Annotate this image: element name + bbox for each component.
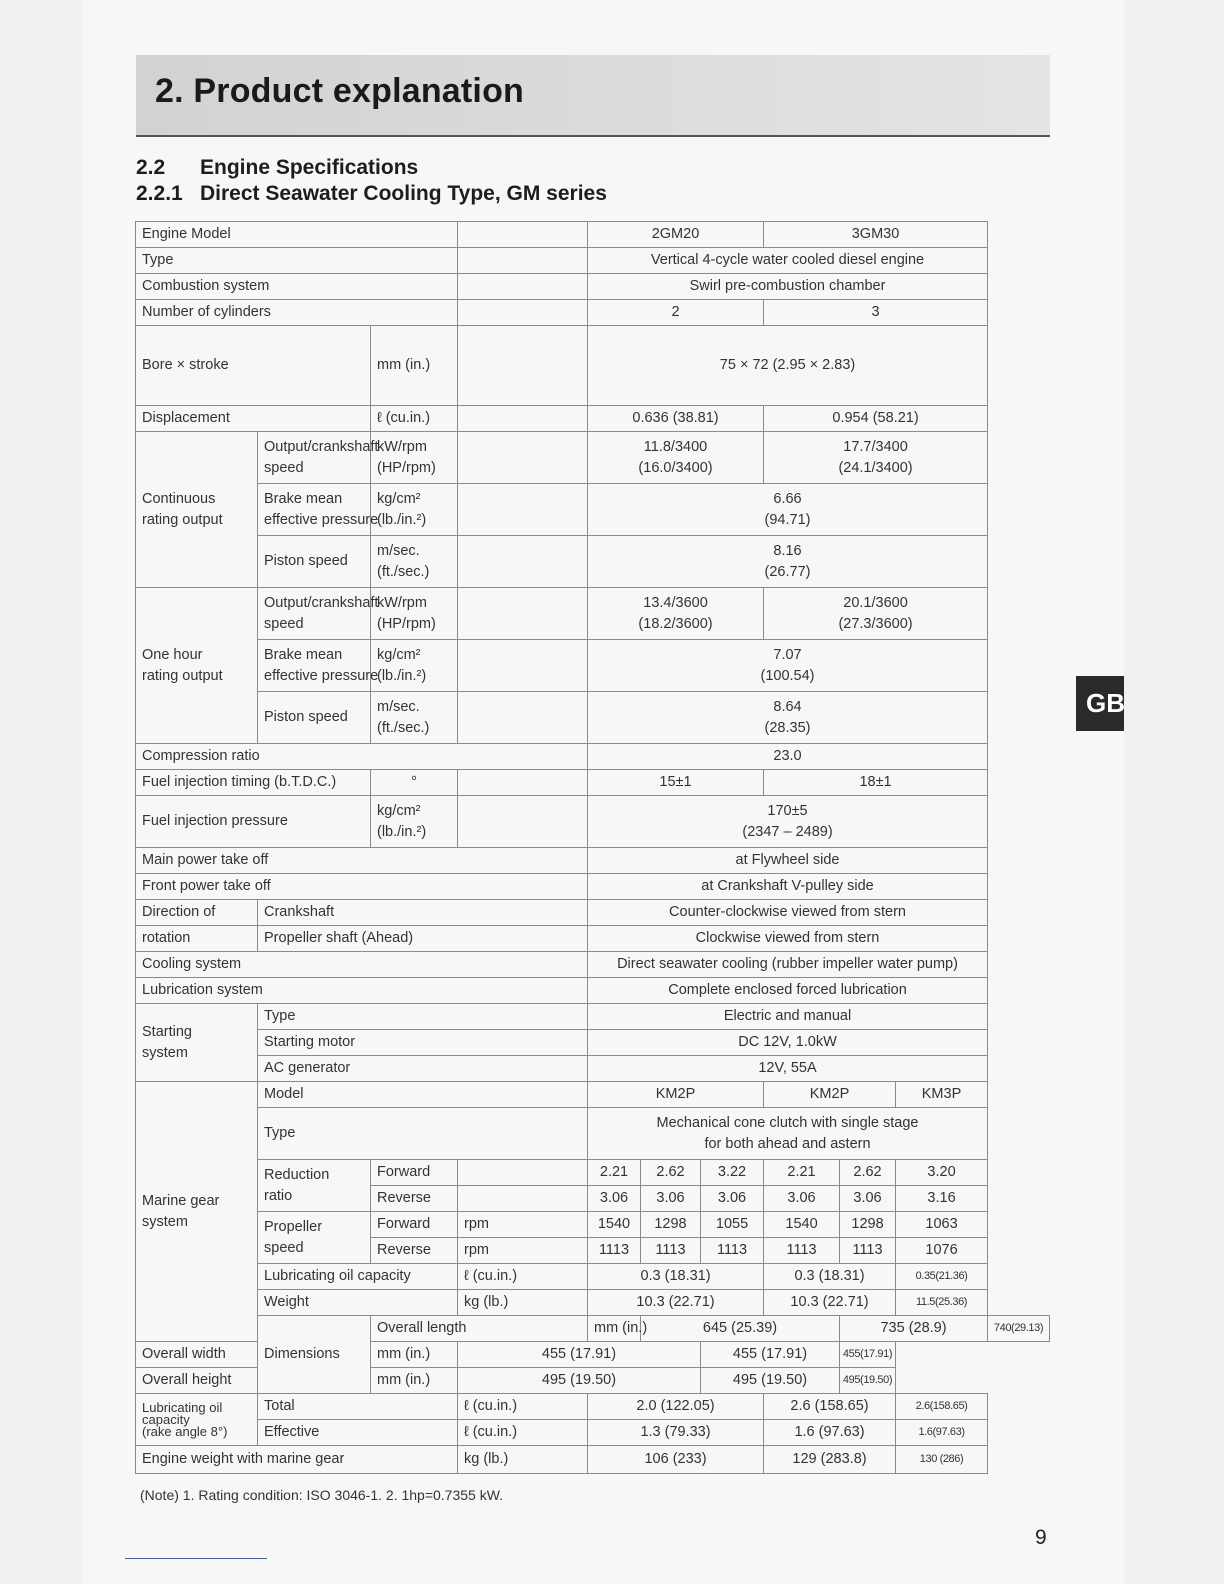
- reduction-reverse-value: 3.06: [641, 1186, 701, 1212]
- hour-piston-value: 8.64 (28.35): [588, 692, 988, 744]
- language-tab: GB: [1076, 676, 1124, 731]
- value-lubrication: Complete enclosed forced lubrication: [588, 978, 988, 1004]
- row-engine-weight: [136, 1446, 1050, 1474]
- unit-hour-piston: m/sec. (ft./sec.): [371, 692, 458, 744]
- label-main-pto: Main power take off: [136, 848, 588, 874]
- unit-displacement: ℓ (cu.in.): [371, 406, 458, 432]
- label-gear-weight: Weight: [258, 1290, 458, 1316]
- row-lubrication: [136, 978, 1050, 1004]
- engine-weight-b: 129 (283.8): [764, 1446, 896, 1474]
- label-dim-width: Overall width: [136, 1342, 371, 1368]
- dim-length-c: 740(29.13): [988, 1316, 1050, 1342]
- unit-dim-height: mm (in.): [371, 1368, 458, 1394]
- cont-bmep-value: 6.66 (94.71): [588, 484, 988, 536]
- unit-hour-output: kW/rpm (HP/rpm): [371, 588, 458, 640]
- label-cont-piston: Piston speed: [258, 536, 371, 588]
- row-start-motor: [136, 1030, 1050, 1056]
- label-cont-bmep: Brake mean effective pressure: [258, 484, 371, 536]
- label-gear-oil: Lubricating oil capacity: [258, 1264, 458, 1290]
- label-rotation-prop: Propeller shaft (Ahead): [258, 926, 588, 952]
- row-gear-oil: [136, 1264, 1050, 1290]
- chapter-title: 2. Product explanation: [155, 72, 525, 110]
- model-3gm30: 3GM30: [764, 222, 988, 248]
- label-prop-forward: Forward: [371, 1212, 458, 1238]
- label-type: Type: [136, 248, 458, 274]
- unit-gear-oil: ℓ (cu.in.): [458, 1264, 588, 1290]
- dim-width-a: 455 (17.91): [458, 1342, 701, 1368]
- unit-dim-length: mm (in.): [588, 1316, 641, 1342]
- subsection-heading: [136, 182, 607, 206]
- dim-height-c: 495(19.50): [840, 1368, 896, 1394]
- hour-output-a: 13.4/3600 (18.2/3600): [588, 588, 764, 640]
- cont-output-a: 11.8/3400 (16.0/3400): [588, 432, 764, 484]
- prop-forward-value: 1055: [701, 1212, 764, 1238]
- gear-weight-b: 10.3 (22.71): [764, 1290, 896, 1316]
- label-start-type: Type: [258, 1004, 588, 1030]
- unit-hour-bmep: kg/cm² (lb./in.²): [371, 640, 458, 692]
- footnote: (Note) 1. Rating condition: ISO 3046-1. 2. 1hp=0.7355 kW.: [140, 1487, 504, 1503]
- label-start-motor: Starting motor: [258, 1030, 588, 1056]
- subsection-title: Direct Seawater Cooling Type, GM series: [200, 182, 607, 205]
- unit-lube-effective: ℓ (cu.in.): [458, 1420, 588, 1446]
- row-lube-total: [136, 1394, 1050, 1420]
- value-start-motor: DC 12V, 1.0kW: [588, 1030, 988, 1056]
- row-displacement: [136, 406, 1050, 432]
- dim-length-b: 735 (28.9): [840, 1316, 988, 1342]
- row-main-pto: [136, 848, 1050, 874]
- row-cont-piston: [136, 536, 1050, 588]
- unit-engine-weight: kg (lb.): [458, 1446, 588, 1474]
- reduction-forward-value: 2.62: [840, 1160, 896, 1186]
- value-injection-pressure: 170±5 (2347 – 2489): [588, 796, 988, 848]
- label-cylinders: Number of cylinders: [136, 300, 458, 326]
- reduction-forward-value: 2.21: [588, 1160, 641, 1186]
- prop-forward-value: 1540: [588, 1212, 641, 1238]
- label-one-hour: One hour rating output: [136, 588, 258, 744]
- row-rotation-crank: [136, 900, 1050, 926]
- label-cooling: Cooling system: [136, 952, 588, 978]
- reduction-forward-value: 2.62: [641, 1160, 701, 1186]
- engine-weight-a: 106 (233): [588, 1446, 764, 1474]
- label-prop-reverse: Reverse: [371, 1238, 458, 1264]
- unit-bore: mm (in.): [371, 326, 458, 406]
- lube-total-b: 2.6 (158.65): [764, 1394, 896, 1420]
- row-cylinders: [136, 300, 1050, 326]
- gear-oil-a: 0.3 (18.31): [588, 1264, 764, 1290]
- row-bore: [136, 326, 1050, 406]
- prop-forward-value: 1298: [840, 1212, 896, 1238]
- row-gear-model: [136, 1082, 1050, 1108]
- prop-forward-value: 1298: [641, 1212, 701, 1238]
- value-gear-type: Mechanical cone clutch with single stage for both ahead and astern: [588, 1108, 988, 1160]
- label-injection-pressure: Fuel injection pressure: [136, 796, 371, 848]
- lube-total-a: 2.0 (122.05): [588, 1394, 764, 1420]
- row-injection-pressure: [136, 796, 1050, 848]
- section-number: 2.2: [136, 156, 166, 179]
- dim-width-b: 455 (17.91): [701, 1342, 840, 1368]
- row-engine-model: [136, 222, 1050, 248]
- lube-effective-c: 1.6(97.63): [896, 1420, 988, 1446]
- label-lubrication: Lubrication system: [136, 978, 588, 1004]
- row-cont-bmep: [136, 484, 1050, 536]
- reduction-reverse-value: 3.16: [896, 1186, 988, 1212]
- row-cooling: [136, 952, 1050, 978]
- displacement-a: 0.636 (38.81): [588, 406, 764, 432]
- row-start-type: [136, 1004, 1050, 1030]
- unit-cont-output: kW/rpm (HP/rpm): [371, 432, 458, 484]
- prop-reverse-value: 1113: [588, 1238, 641, 1264]
- label-bore: Bore × stroke: [136, 326, 371, 406]
- section-heading: [136, 156, 418, 180]
- label-ac-generator: AC generator: [258, 1056, 588, 1082]
- dim-height-a: 495 (19.50): [458, 1368, 701, 1394]
- label-displacement: Displacement: [136, 406, 371, 432]
- label-engine-model: Engine Model: [136, 222, 458, 248]
- label-injection-timing: Fuel injection timing (b.T.D.C.): [136, 770, 371, 796]
- label-cont-output: Output/crankshaft speed: [258, 432, 371, 484]
- prop-reverse-value: 1113: [840, 1238, 896, 1264]
- label-gear-type: Type: [258, 1108, 588, 1160]
- unit-prop-reverse: rpm: [458, 1238, 588, 1264]
- row-gear-weight: [136, 1290, 1050, 1316]
- row-reduction-forward: [136, 1160, 1050, 1186]
- reduction-reverse-value: 3.06: [840, 1186, 896, 1212]
- label-rotation-1: Direction of: [136, 900, 258, 926]
- prop-reverse-value: 1113: [641, 1238, 701, 1264]
- row-hour-bmep: [136, 640, 1050, 692]
- label-compression: Compression ratio: [136, 744, 588, 770]
- subsection-number: 2.2.1: [136, 182, 183, 205]
- row-injection-timing: [136, 770, 1050, 796]
- label-continuous: Continuous rating output: [136, 432, 258, 588]
- label-marine-gear: Marine gear system: [136, 1082, 258, 1342]
- gear-oil-c: 0.35(21.36): [896, 1264, 988, 1290]
- value-type: Vertical 4-cycle water cooled diesel engine: [588, 248, 988, 274]
- unit-prop-forward: rpm: [458, 1212, 588, 1238]
- hour-output-b: 20.1/3600 (27.3/3600): [764, 588, 988, 640]
- label-reduction: Reduction ratio: [258, 1160, 371, 1212]
- gear-model-3gm30-a: KM2P: [764, 1082, 896, 1108]
- reduction-reverse-value: 3.06: [701, 1186, 764, 1212]
- unit-lube-total: ℓ (cu.in.): [458, 1394, 588, 1420]
- gear-oil-b: 0.3 (18.31): [764, 1264, 896, 1290]
- gear-weight-a: 10.3 (22.71): [588, 1290, 764, 1316]
- row-dim-length: [136, 1316, 1050, 1342]
- row-front-pto: [136, 874, 1050, 900]
- label-lube-capacity: Lubricating oil capacity (rake angle 8°): [136, 1394, 258, 1446]
- displacement-b: 0.954 (58.21): [764, 406, 988, 432]
- value-cooling: Direct seawater cooling (rubber impeller water pump): [588, 952, 988, 978]
- label-front-pto: Front power take off: [136, 874, 588, 900]
- hour-bmep-value: 7.07 (100.54): [588, 640, 988, 692]
- label-dimensions: Dimensions: [258, 1316, 371, 1394]
- reduction-forward-value: 3.20: [896, 1160, 988, 1186]
- value-combustion: Swirl pre-combustion chamber: [588, 274, 988, 300]
- label-rotation-2: rotation: [136, 926, 258, 952]
- prop-reverse-value: 1113: [701, 1238, 764, 1264]
- unit-dim-width: mm (in.): [371, 1342, 458, 1368]
- unit-cont-bmep: kg/cm² (lb./in.²): [371, 484, 458, 536]
- dim-length-a: 645 (25.39): [641, 1316, 840, 1342]
- label-reduction-forward: Forward: [371, 1160, 458, 1186]
- gear-model-2gm20: KM2P: [588, 1082, 764, 1108]
- value-main-pto: at Flywheel side: [588, 848, 988, 874]
- label-prop-speed: Propeller speed: [258, 1212, 371, 1264]
- row-combustion: [136, 274, 1050, 300]
- row-prop-forward: [136, 1212, 1050, 1238]
- reduction-forward-value: 3.22: [701, 1160, 764, 1186]
- row-type: [136, 248, 1050, 274]
- unit-injection-timing: °: [371, 770, 458, 796]
- row-gear-type: [136, 1108, 1050, 1160]
- value-bore: 75 × 72 (2.95 × 2.83): [588, 326, 988, 406]
- spec-table: [135, 221, 1050, 1474]
- unit-gear-weight: kg (lb.): [458, 1290, 588, 1316]
- label-starting: Starting system: [136, 1004, 258, 1082]
- value-rotation-prop: Clockwise viewed from stern: [588, 926, 988, 952]
- value-front-pto: at Crankshaft V-pulley side: [588, 874, 988, 900]
- cylinders-a: 2: [588, 300, 764, 326]
- label-rotation-crank: Crankshaft: [258, 900, 588, 926]
- gear-weight-c: 11.5(25.36): [896, 1290, 988, 1316]
- label-dim-height: Overall height: [136, 1368, 371, 1394]
- unit-injection-pressure: kg/cm² (lb./in.²): [371, 796, 458, 848]
- cont-piston-value: 8.16 (26.77): [588, 536, 988, 588]
- row-rotation-prop: [136, 926, 1050, 952]
- value-ac-generator: 12V, 55A: [588, 1056, 988, 1082]
- value-start-type: Electric and manual: [588, 1004, 988, 1030]
- model-2gm20: 2GM20: [588, 222, 764, 248]
- page-number: 9: [1035, 1526, 1047, 1549]
- dim-width-c: 455(17.91): [840, 1342, 896, 1368]
- prop-forward-value: 1540: [764, 1212, 840, 1238]
- injection-timing-a: 15±1: [588, 770, 764, 796]
- link-underline: [125, 1558, 267, 1559]
- value-rotation-crank: Counter-clockwise viewed from stern: [588, 900, 988, 926]
- unit-cont-piston: m/sec. (ft./sec.): [371, 536, 458, 588]
- value-compression: 23.0: [588, 744, 988, 770]
- row-hour-piston: [136, 692, 1050, 744]
- row-hour-output: [136, 588, 1050, 640]
- label-hour-piston: Piston speed: [258, 692, 371, 744]
- row-compression: [136, 744, 1050, 770]
- label-lube-effective: Effective: [258, 1420, 458, 1446]
- label-engine-weight: Engine weight with marine gear: [136, 1446, 458, 1474]
- cylinders-b: 3: [764, 300, 988, 326]
- cont-output-b: 17.7/3400 (24.1/3400): [764, 432, 988, 484]
- lube-effective-a: 1.3 (79.33): [588, 1420, 764, 1446]
- row-lube-effective: [136, 1420, 1050, 1446]
- row-dim-height: [136, 1368, 1050, 1394]
- label-dim-length: Overall length: [371, 1316, 588, 1342]
- lube-total-c: 2.6(158.65): [896, 1394, 988, 1420]
- label-combustion: Combustion system: [136, 274, 458, 300]
- label-reduction-reverse: Reverse: [371, 1186, 458, 1212]
- row-ac-generator: [136, 1056, 1050, 1082]
- prop-reverse-value: 1076: [896, 1238, 988, 1264]
- injection-timing-b: 18±1: [764, 770, 988, 796]
- prop-forward-value: 1063: [896, 1212, 988, 1238]
- lube-effective-b: 1.6 (97.63): [764, 1420, 896, 1446]
- dim-height-b: 495 (19.50): [701, 1368, 840, 1394]
- section-title: Engine Specifications: [200, 156, 419, 179]
- prop-reverse-value: 1113: [764, 1238, 840, 1264]
- label-hour-bmep: Brake mean effective pressure: [258, 640, 371, 692]
- label-hour-output: Output/crankshaft speed: [258, 588, 371, 640]
- gear-model-3gm30-b: KM3P: [896, 1082, 988, 1108]
- reduction-forward-value: 2.21: [764, 1160, 840, 1186]
- label-lube-total: Total: [258, 1394, 458, 1420]
- reduction-reverse-value: 3.06: [764, 1186, 840, 1212]
- label-gear-model: Model: [258, 1082, 588, 1108]
- reduction-reverse-value: 3.06: [588, 1186, 641, 1212]
- engine-weight-c: 130 (286): [896, 1446, 988, 1474]
- row-cont-output: [136, 432, 1050, 484]
